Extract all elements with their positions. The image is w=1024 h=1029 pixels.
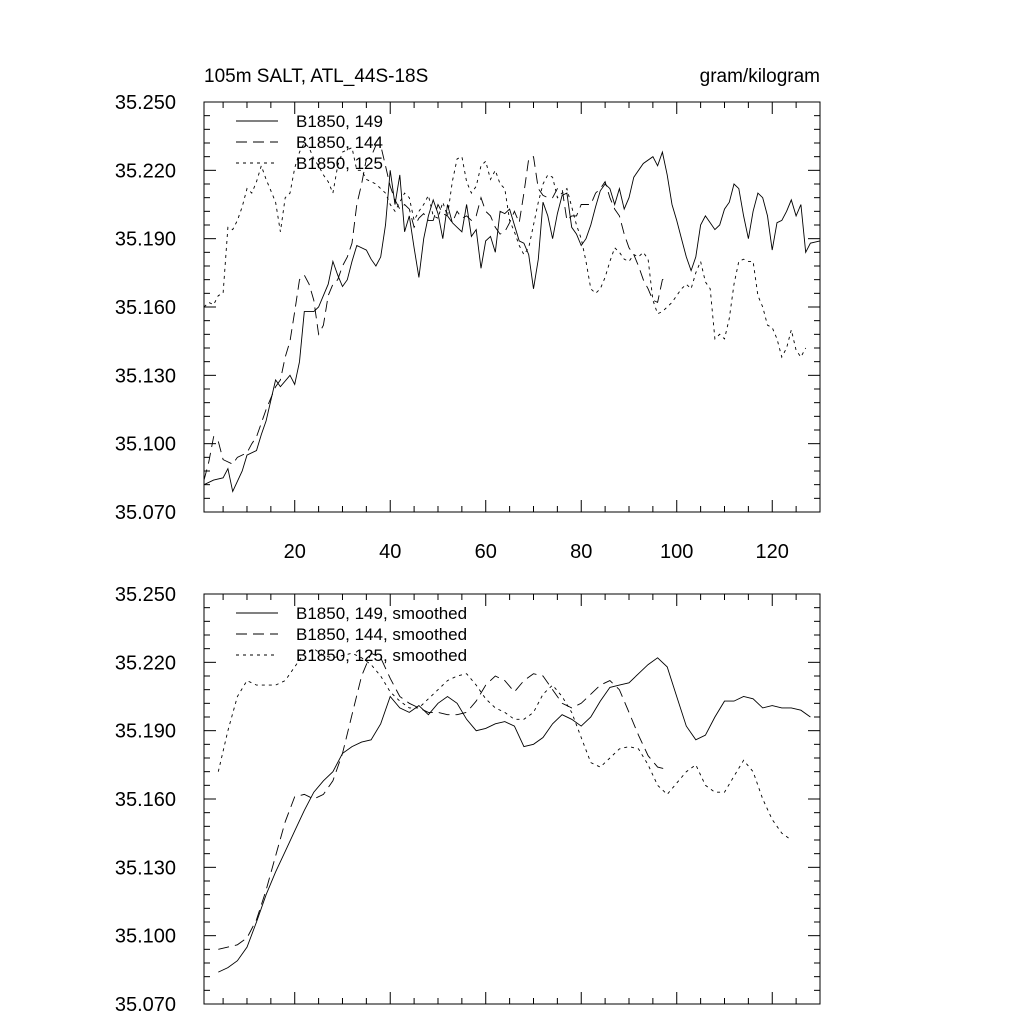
y-tick-label: 35.160: [114, 297, 176, 319]
y-tick-label: 35.220: [114, 160, 176, 183]
bottom-panel: [115, 584, 820, 1016]
y-tick-label: 35.250: [114, 584, 176, 606]
y-tick-label: 35.070: [114, 994, 176, 1016]
series-line-1: [204, 152, 820, 491]
y-tick-label: 35.100: [114, 433, 176, 456]
top-axes: [115, 92, 820, 563]
y-tick-label: 35.220: [114, 652, 176, 675]
x-tick-label: 20: [283, 541, 306, 563]
legend-label-1: B1850, 149, smoothed: [296, 604, 468, 623]
y-tick-label: 35.250: [114, 92, 176, 114]
top-panel: [115, 66, 820, 563]
x-tick-label: 120: [755, 541, 789, 563]
y-tick-label: 35.190: [114, 720, 176, 743]
series-line-3: [204, 143, 806, 357]
series-line-2: [204, 145, 667, 480]
chart-title-left: 105m SALT, ATL_44S-18S: [204, 66, 429, 87]
legend-label-2: B1850, 144: [296, 133, 383, 152]
legend-label-3: B1850, 125: [296, 154, 383, 173]
bottom-series-lines: [218, 649, 810, 972]
x-tick-label: 100: [660, 541, 694, 563]
y-tick-label: 35.190: [114, 228, 176, 251]
top-series-lines: [204, 143, 820, 492]
bottom-legend: [236, 604, 467, 665]
chart-title-right: gram/kilogram: [699, 66, 820, 87]
legend-label-3: B1850, 125, smoothed: [296, 646, 468, 665]
x-tick-label: 60: [474, 541, 497, 563]
x-tick-label: 80: [570, 541, 593, 563]
legend-label-2: B1850, 144, smoothed: [296, 625, 468, 644]
y-tick-label: 35.160: [114, 789, 176, 811]
top-legend: [236, 112, 383, 173]
series-line-1: [218, 658, 810, 972]
series-line-2: [218, 653, 667, 949]
bottom-axes: [115, 584, 820, 1016]
legend-label-1: B1850, 149: [296, 112, 383, 131]
x-tick-label: 40: [379, 541, 402, 563]
y-tick-label: 35.130: [114, 857, 176, 880]
y-tick-label: 35.100: [114, 925, 176, 948]
y-tick-label: 35.130: [114, 365, 176, 388]
y-tick-label: 35.070: [114, 502, 176, 524]
